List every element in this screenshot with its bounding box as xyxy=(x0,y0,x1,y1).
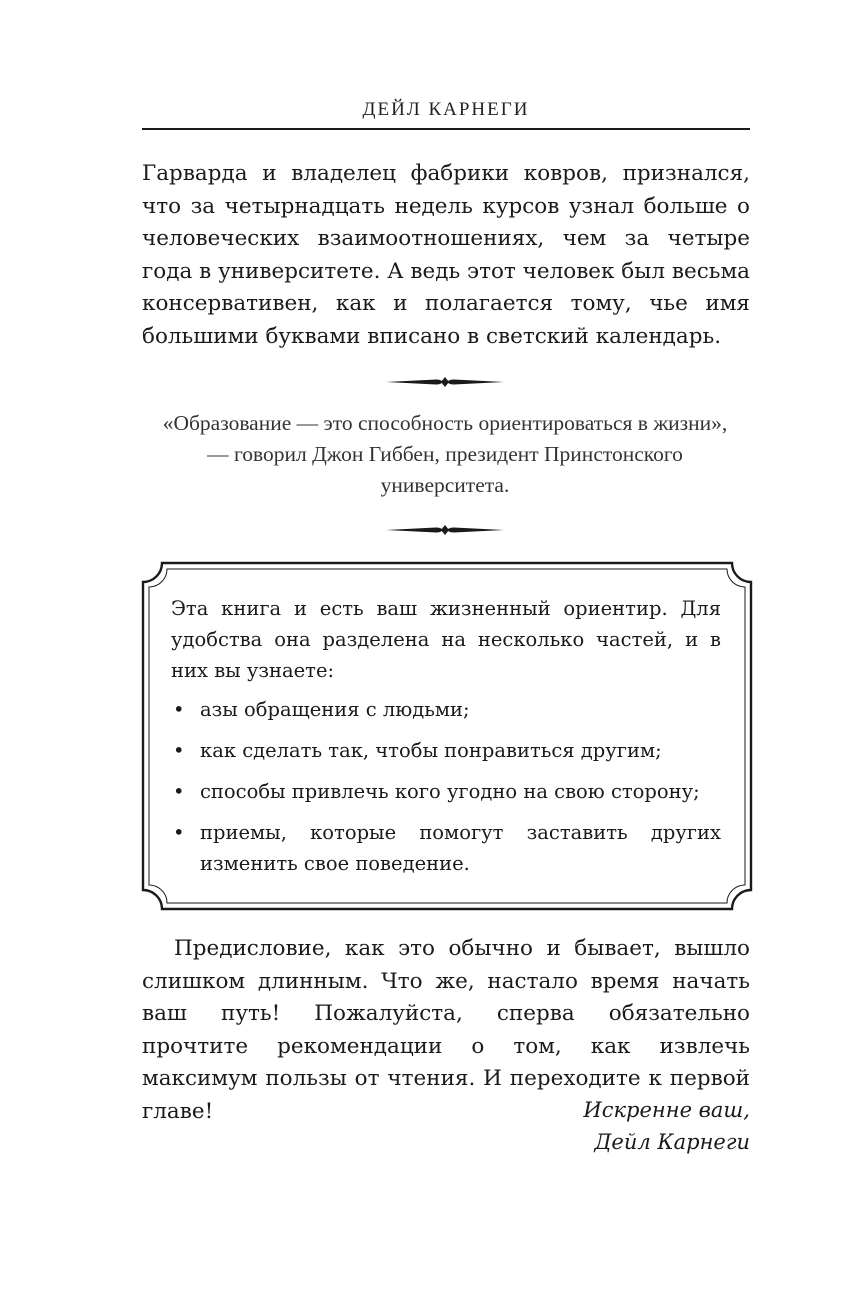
ornamental-divider-icon xyxy=(386,523,504,537)
signature-block xyxy=(450,1094,750,1158)
bullet-icon: • xyxy=(173,821,185,844)
framed-box-content xyxy=(171,593,721,889)
bullet-list xyxy=(171,694,721,879)
box-intro-text: Эта книга и есть ваш жизненный ориентир. Для удобства она разделена на несколько частей, и в них вы узнаете: xyxy=(171,597,721,682)
list-item-text: приемы, которые помогут заставить других изменить свое поведение. xyxy=(200,821,721,875)
list-item-text: как сделать так, чтобы понравиться другим; xyxy=(200,739,662,762)
body-paragraph-1: Гарварда и владелец фабрики ковров, признался, что за четырнадцать недель курсов узнал больше о человеческих взаимоотношениях, чем за четыре года в университете. А ведь этот человек был весьма консервативен, как и полагается тому, чье имя большими буквами вписано в светский календарь. xyxy=(142,161,750,349)
list-item xyxy=(171,694,721,725)
body-paragraph-2: Предисловие, как это обычно и бывает, вышло слишком длинным. Что же, настало время начать ваш путь! Пожалуйста, сперва обязательно прочтите рекомендации о том, как извлечь максимум пользы от чтения. И переходите к первой главе! xyxy=(142,936,750,1124)
bullet-icon: • xyxy=(173,739,185,762)
list-item-text: способы привлечь кого угодно на свою сторону; xyxy=(200,780,700,803)
list-item xyxy=(171,817,721,879)
header-rule xyxy=(142,128,750,130)
running-header-title: ДЕЙЛ КАРНЕГИ xyxy=(362,99,530,120)
quote-text: «Образование — это способность ориентироваться в жизни», — говорил Джон Гиббен, президент Принстонского университета. xyxy=(162,411,728,497)
list-item-text: азы обращения с людьми; xyxy=(200,698,470,721)
bullet-icon: • xyxy=(173,780,185,803)
signature-closing: Искренне ваш, xyxy=(583,1098,750,1122)
signature-author: Дейл Карнеги xyxy=(594,1130,750,1154)
bullet-icon: • xyxy=(173,698,185,721)
ornamental-divider-icon xyxy=(386,375,504,389)
list-item xyxy=(171,735,721,766)
list-item xyxy=(171,776,721,807)
